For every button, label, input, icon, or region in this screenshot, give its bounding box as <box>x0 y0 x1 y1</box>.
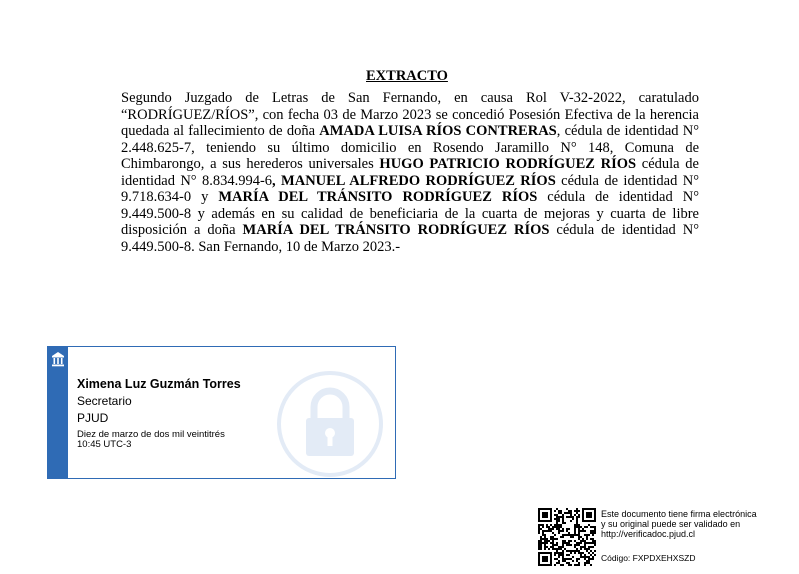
bank-icon <box>51 351 65 367</box>
signature-date-text: Diez de marzo de dos mil veintitrés <box>77 429 225 440</box>
bold-name-text: MARÍA DEL TRÁNSITO RODRÍGUEZ RÍOS <box>218 189 538 205</box>
signature-side-bar <box>48 347 68 478</box>
body-text: cédula de identidad N° 9.449.500-8 y además en su calidad de beneficiaria de la cuarta de mejoras y cuarta de libre disposición a doña <box>121 189 699 238</box>
extract-body <box>121 90 699 255</box>
qr-code-icon <box>538 508 596 566</box>
signer-name: Ximena Luz Guzmán Torres <box>77 377 241 391</box>
signature-date <box>77 430 225 450</box>
signer-role: Secretario <box>77 394 132 408</box>
signature-time-text: 10:45 UTC-3 <box>77 439 132 450</box>
lock-icon <box>275 369 385 479</box>
body-text: , cédula de identidad N° 2.448.625-7, teniendo su último domicilio en Rosendo Jaramillo N° 148, Comuna de Chimbarongo, a sus herederos universales <box>121 123 700 172</box>
verification-url[interactable]: http://verificadoc.pjud.cl <box>601 529 696 539</box>
verification-text: Este documento tiene firma electrónica <box>601 509 757 519</box>
bold-name-text: HUGO PATRICIO RODRÍGUEZ RÍOS <box>379 156 637 172</box>
signer-organization: PJUD <box>77 411 109 425</box>
body-text: Segundo Juzgado de Letras de San Fernando, en causa Rol V-32-2022, caratulado “RODRÍGUEZ/RÍOS”, con fecha 03 de Marzo 2023 se concedió Posesión Efectiva de la herencia quedada al fallecimiento de doña <box>121 90 699 139</box>
bold-name-text: AMADA LUISA RÍOS CONTRERAS <box>319 123 557 139</box>
body-text: cédula de identidad N° 9.449.500-8. San Fernando, 10 de Marzo 2023.- <box>121 222 700 255</box>
verification-text: y su original puede ser validado en <box>601 519 741 529</box>
extract-title: EXTRACTO <box>366 68 448 84</box>
bold-name-text: , MANUEL ALFREDO RODRÍGUEZ RÍOS <box>272 172 556 189</box>
bold-name-text: MARÍA DEL TRÁNSITO RODRÍGUEZ RÍOS <box>242 222 550 238</box>
verification-code: Código: FXPDXEHXSZD <box>601 553 696 563</box>
signature-box <box>47 346 396 479</box>
body-text: cédula de identidad N° 8.834.994-6 <box>121 156 699 189</box>
body-text: cédula de identidad N° 9.718.634-0 y <box>121 172 700 205</box>
